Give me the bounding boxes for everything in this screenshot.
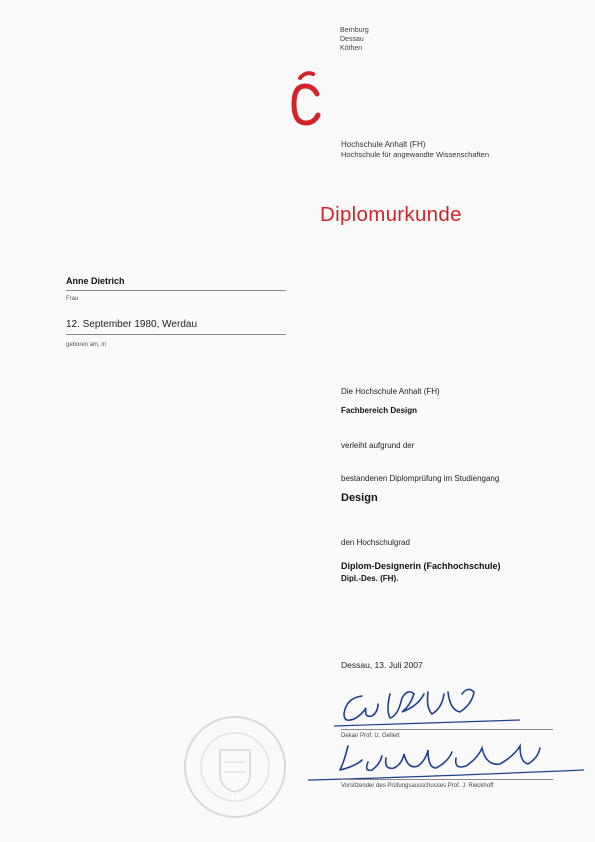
place-date: Dessau, 13. Juli 2007 — [341, 660, 423, 670]
campus-cities — [340, 26, 369, 53]
university-logo — [286, 68, 326, 130]
dean-caption: Dekan Prof. U. Gellert — [341, 733, 400, 739]
department-text: Fachbereich Design — [341, 406, 418, 415]
chair-caption: Vorsitzender des Prüfungsausschusses Prof. J. Rieckhoff — [341, 783, 494, 789]
city-bernburg: Bernburg — [340, 27, 369, 34]
name-rule — [66, 290, 286, 291]
university-subtitle: Hochschule für angewandte Wissenschaften — [341, 150, 490, 159]
institution-text: Die Hochschule Anhalt (FH) — [341, 387, 440, 396]
birth-date-place: 12. September 1980, Werdau — [66, 319, 198, 330]
program-name: Design — [341, 492, 378, 504]
university-name: Hochschule Anhalt (FH) — [341, 140, 426, 149]
chair-signature-rule — [341, 779, 553, 780]
dean-signature — [332, 684, 522, 730]
dean-signature-rule — [341, 729, 553, 730]
city-dessau: Dessau — [340, 36, 364, 43]
embossed-seal — [180, 712, 290, 822]
degree-abbreviation: Dipl.-Des. (FH). — [341, 574, 399, 583]
birth-rule — [66, 334, 286, 335]
recipient-title-label: Frau — [66, 296, 79, 302]
degree-intro: den Hochschulgrad — [341, 538, 410, 547]
recipient-name: Anne Dietrich — [66, 276, 125, 286]
grant-text-1: verleiht aufgrund der — [341, 441, 415, 450]
document-title: Diplomurkunde — [320, 203, 462, 226]
birth-label: geboren am, in — [66, 342, 107, 348]
grant-text-2: bestandenen Diplomprüfung im Studiengang — [341, 474, 500, 483]
degree-name: Diplom-Designerin (Fachhochschule) — [341, 561, 501, 571]
city-koethen: Köthen — [340, 45, 363, 52]
